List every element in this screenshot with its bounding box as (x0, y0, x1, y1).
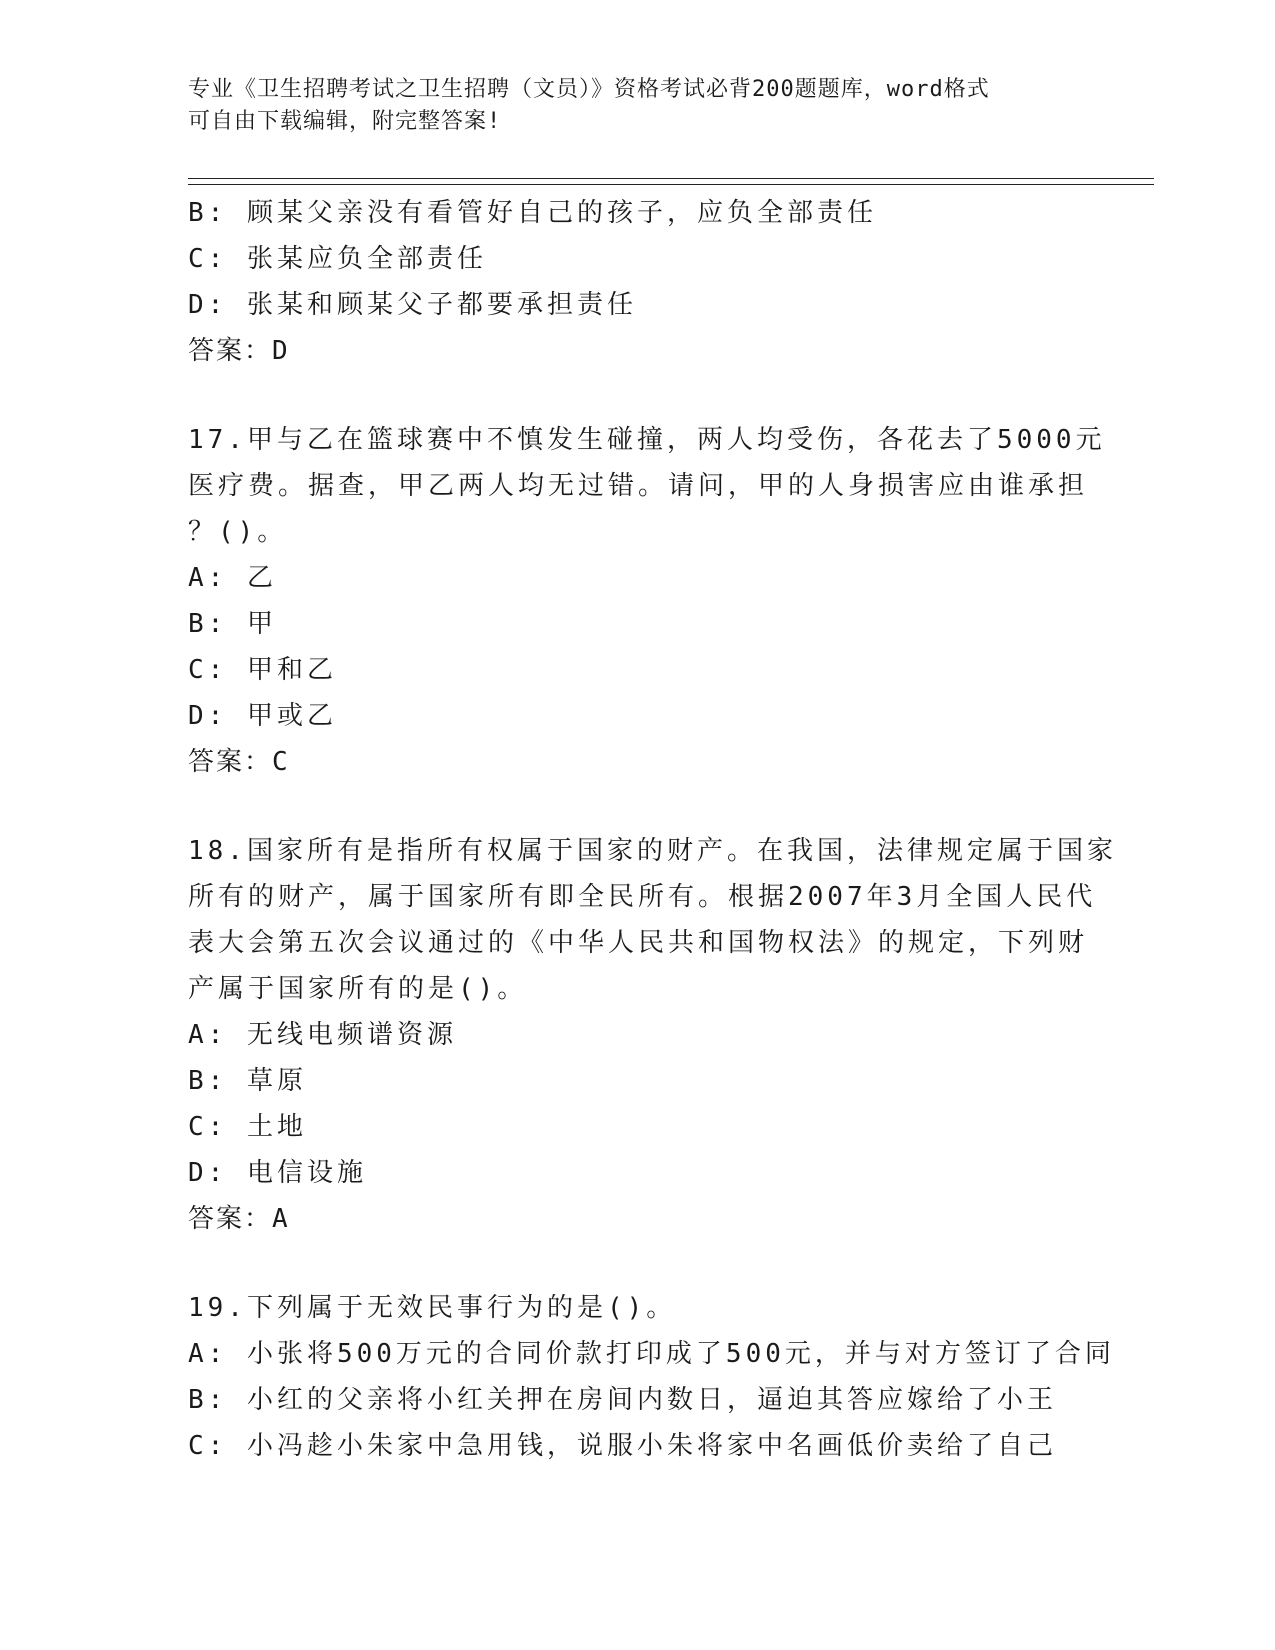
option-b: B: 甲 (188, 609, 277, 639)
option-a: A: 无线电频谱资源 (188, 1020, 457, 1050)
question-16-tail (188, 190, 1088, 374)
option-a: A: 小张将500万元的合同价款打印成了500元，并与对方签订了合同 (188, 1339, 1115, 1369)
document-header (188, 74, 1068, 138)
question-list (188, 190, 1117, 1469)
option-a: A: 乙 (188, 563, 277, 593)
question-17 (188, 417, 1106, 785)
question-stem-line: 产属于国家所有的是()。 (188, 974, 528, 1004)
option-c: C: 土地 (188, 1112, 307, 1142)
question-18 (188, 828, 1117, 1242)
option-d: D: 张某和顾某父子都要承担责任 (188, 290, 637, 320)
question-stem-line: ？()。 (188, 517, 288, 547)
spacer (188, 785, 1088, 828)
question-stem-line: 19.下列属于无效民事行为的是()。 (188, 1293, 677, 1323)
answer: 答案：C (188, 747, 290, 777)
option-c: C: 甲和乙 (188, 655, 337, 685)
question-stem-line: 医疗费。据查，甲乙两人均无过错。请问，甲的人身损害应由谁承担 (188, 471, 1089, 501)
option-c: C: 张某应负全部责任 (188, 244, 487, 274)
option-c: C: 小冯趁小朱家中急用钱，说服小朱将家中名画低价卖给了自己 (188, 1431, 1057, 1461)
answer: 答案：A (188, 1204, 290, 1234)
question-stem-line: 表大会第五次会议通过的《中华人民共和国物权法》的规定，下列财 (188, 928, 1089, 958)
question-stem-line: 17.甲与乙在篮球赛中不慎发生碰撞，两人均受伤，各花去了5000元 (188, 425, 1106, 455)
question-stem-line: 18.国家所有是指所有权属于国家的财产。在我国，法律规定属于国家 (188, 836, 1117, 866)
header-divider-top (188, 178, 1154, 179)
header-title-line-1: 专业《卫生招聘考试之卫生招聘（文员）》资格考试必背200题题库，word格式 (188, 77, 990, 102)
option-b: B: 小红的父亲将小红关押在房间内数日，逼迫其答应嫁给了小王 (188, 1385, 1057, 1415)
option-d: D: 甲或乙 (188, 701, 337, 731)
option-b: B: 顾某父亲没有看管好自己的孩子，应负全部责任 (188, 198, 877, 228)
option-b: B: 草原 (188, 1066, 307, 1096)
spacer (188, 374, 1088, 417)
answer: 答案：D (188, 336, 290, 366)
header-title-line-2: 可自由下载编辑，附完整答案! (188, 109, 502, 134)
question-19 (188, 1285, 1115, 1469)
spacer (188, 1242, 1088, 1285)
question-stem-line: 所有的财产，属于国家所有即全民所有。根据2007年3月全国人民代 (188, 882, 1097, 912)
header-divider-bottom (188, 184, 1154, 185)
option-d: D: 电信设施 (188, 1158, 367, 1188)
